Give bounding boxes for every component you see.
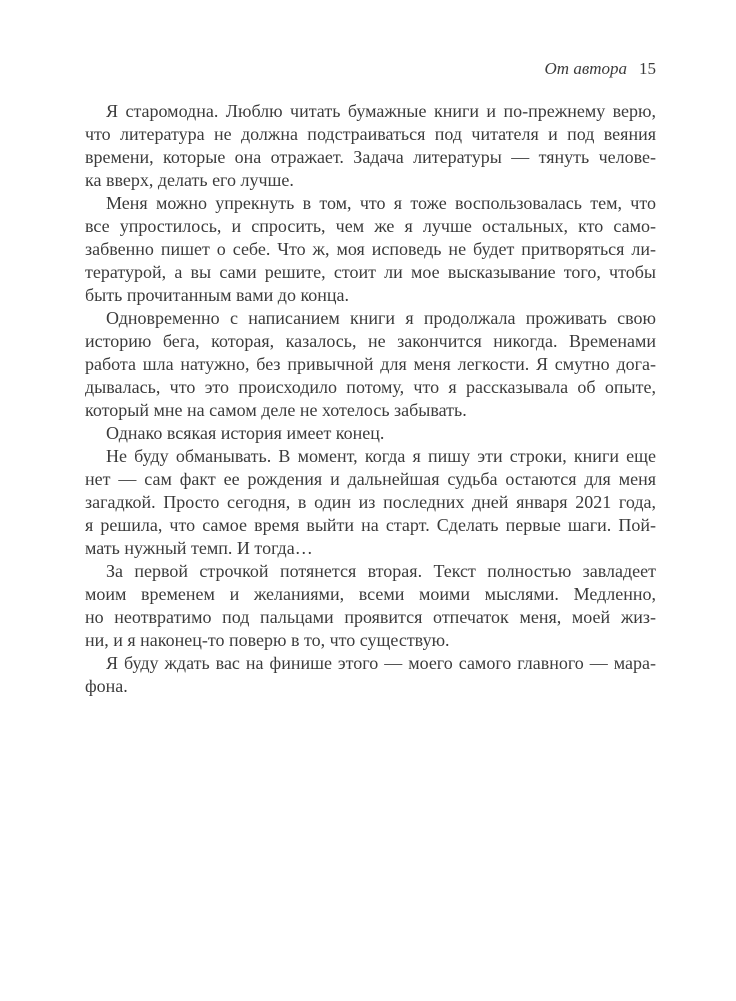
text-line: моим временем и желаниями, всеми моими мыслями. Медленно, [85,584,656,604]
text-line: Я буду ждать вас на финише этого — моего самого главного — мара- [106,653,656,673]
page-header [545,59,656,79]
text-line: За первой строчкой потянется вторая. Текст полностью завладеет [106,561,656,581]
paragraph [85,307,656,422]
text-line: все упростилось, и спросить, чем же я лучше остальных, кто само- [85,216,656,236]
text-line: мать нужный темп. И тогда… [85,538,313,558]
paragraph [85,100,656,192]
text-line: ни, и я наконец-то поверю в то, что существую. [85,630,450,650]
page-number: 15 [639,59,656,78]
paragraph [85,652,656,698]
text-line: я решила, что самое время выйти на старт. Сделать первые шаги. Пой- [85,515,656,535]
text-line: Одновременно с написанием книги я продолжала проживать свою [106,308,656,328]
text-line: что литература не должна подстраиваться под читателя и под веяния [85,124,656,144]
text-line: ка вверх, делать его лучше. [85,170,294,190]
running-title: От автора [544,59,627,78]
text-line: но неотвратимо под пальцами проявится отпечаток меня, моей жиз- [85,607,656,627]
text-line: Не буду обманывать. В момент, когда я пишу эти строки, книги еще [106,446,656,466]
page-body [85,100,656,698]
text-line: времени, которые она отражает. Задача литературы — тянуть челове- [85,147,656,167]
text-line: нет — сам факт ее рождения и дальнейшая судьба остаются для меня [85,469,656,489]
text-line: загадкой. Просто сегодня, в один из последних дней января 2021 года, [85,492,656,512]
text-line: Меня можно упрекнуть в том, что я тоже воспользовалась тем, что [106,193,656,213]
text-line: быть прочитанным вами до конца. [85,285,350,305]
paragraph [85,192,656,307]
text-line: Я старомодна. Люблю читать бумажные книги и по-прежнему верю, [106,101,656,121]
text-line: дывалась, что это происходило потому, что я рассказывала об опыте, [85,377,656,397]
text-line: историю бега, которая, казалось, не закончится никогда. Временами [85,331,656,351]
paragraph [85,560,656,652]
text-line: работа шла натужно, без привычной для меня легкости. Я смутно дога- [85,354,656,374]
text-line: тературой, а вы сами решите, стоит ли мое высказывание того, чтобы [85,262,656,282]
text-line: фона. [85,676,128,696]
paragraph [85,445,656,560]
text-line: который мне на самом деле не хотелось забывать. [85,400,467,420]
paragraph [85,422,656,445]
text-line: забвенно пишет о себе. Что ж, моя исповедь не будет притворяться ли- [85,239,656,259]
text-line: Однако всякая история имеет конец. [106,423,385,443]
